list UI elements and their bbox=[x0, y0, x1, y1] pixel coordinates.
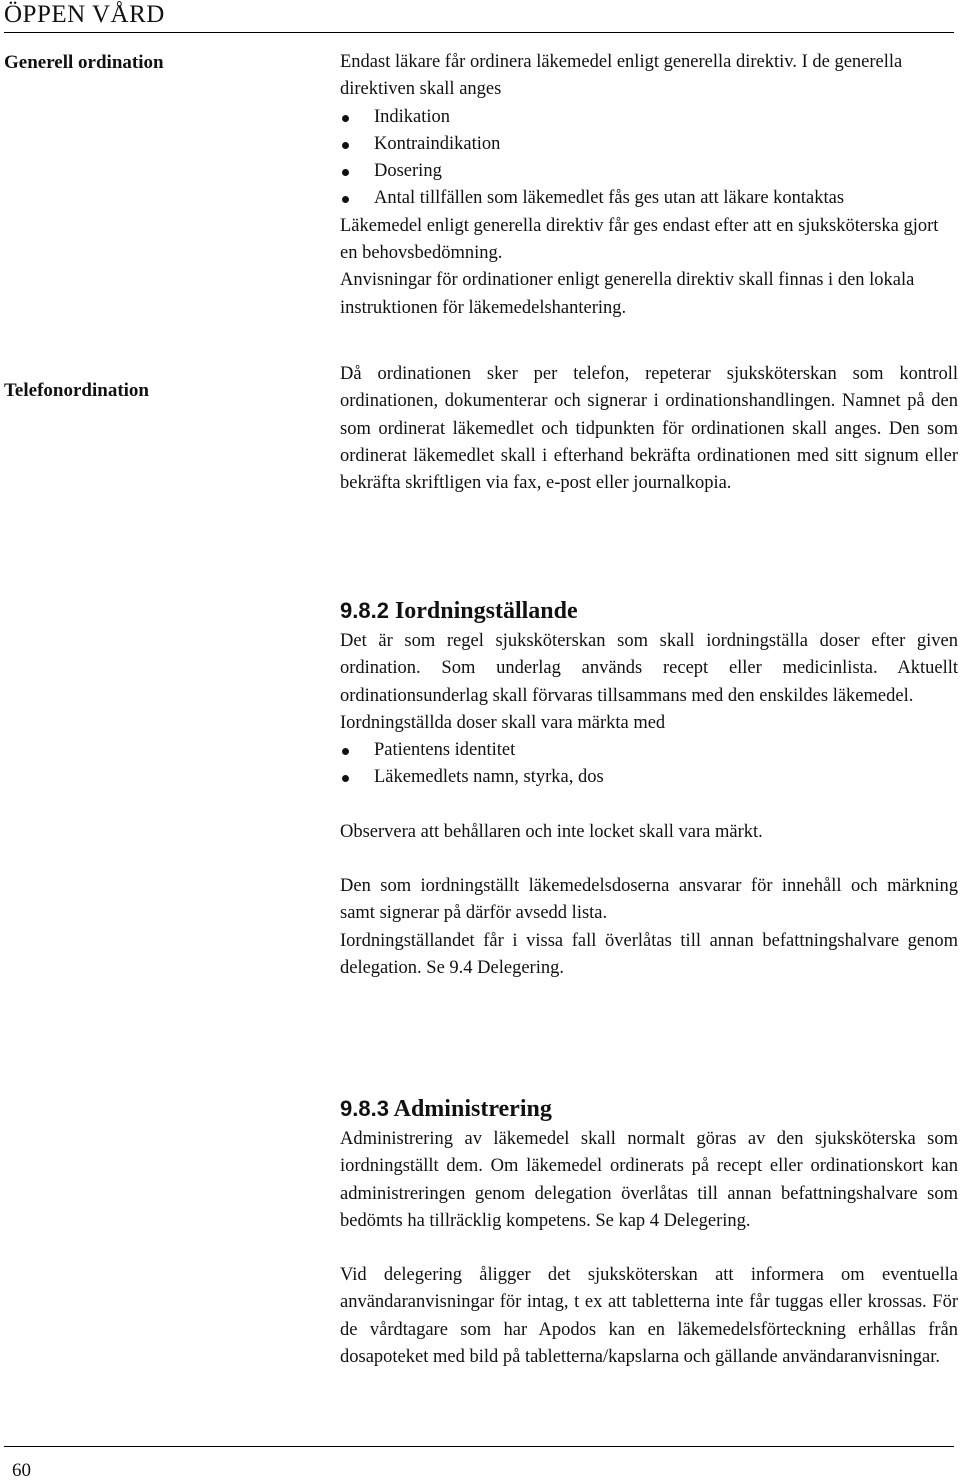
section-title: Iordningställande bbox=[394, 598, 578, 624]
iordning-paragraph-2: Iordningställda doser skall vara märkta med bbox=[340, 712, 666, 733]
iordning-paragraph-3: Observera att behållaren och inte locket skall vara märkt. bbox=[340, 821, 763, 842]
generell-paragraph-2: Läkemedel enligt generella direktiv får ges endast efter att en sjuksköterska gjort en behovsbedömning. bbox=[340, 215, 939, 264]
section-heading-admin bbox=[340, 1094, 958, 1124]
list-item: Patientens identitet bbox=[340, 737, 958, 764]
section-telefon-body bbox=[340, 361, 958, 497]
iordning-paragraph-4: Den som iordningställt läkemedelsdoserna ansvarar för innehåll och märkning samt signerar på därför avsedd lista. bbox=[340, 876, 958, 924]
page-header bbox=[4, 0, 954, 33]
admin-paragraph-1: Administrering av läkemedel skall normalt göras av den sjuksköterska som iordningställt dem. Om läkemedel ordinerats på recept eller ordinationskort kan administreringen genom delegation överlåtas till annan befattningshalvare som bedömts ha tillräcklig kompetens. Se kap 4 Delegering. bbox=[340, 1129, 958, 1231]
page-number: 60 bbox=[12, 1460, 31, 1481]
section-label-telefon: Telefonordination bbox=[4, 380, 149, 401]
iordning-paragraph-5: Iordningställandet får i vissa fall överlåtas till annan befattningshalvare genom delegation. Se 9.4 Delegering. bbox=[340, 930, 958, 978]
bullet-icon bbox=[342, 775, 349, 782]
section-admin bbox=[340, 1094, 958, 1371]
section-iordning bbox=[340, 596, 958, 982]
generell-paragraph-3: Anvisningar för ordinationer enligt generella direktiv skall finnas i den lokala instruktionen för läkemedelshantering. bbox=[340, 270, 915, 318]
section-title: Administrering bbox=[393, 1096, 552, 1122]
admin-paragraph-2: Vid delegering åligger det sjuksköterskan att informera om eventuella användaranvisningar för intag, t ex att tabletterna inte får tuggas eller krossas. För de vårdtagare som har Apodos kan en läkemedelsförteckning erhållas från dosapoteket med bild på tabletterna/kapslarna och gällande användaranvisningar. bbox=[340, 1265, 958, 1368]
iordning-paragraph-1: Det är som regel sjuksköterskan som skall iordningställa doser efter given ordination. Som underlag används recept eller medicinlista. Aktuellt ordinationsunderlag skall förvaras tillsammans med den enskildes läkemedel. bbox=[340, 631, 958, 706]
section-heading-iordning bbox=[340, 596, 958, 626]
list-item: Antal tillfällen som läkemedlet fås ges utan att läkare kontaktas bbox=[340, 185, 958, 212]
generell-paragraph-1: Endast läkare får ordinera läkemedel enligt generella direktiv. I de generella direktiven skall anges bbox=[340, 52, 903, 100]
bullet-icon bbox=[342, 748, 349, 755]
bullet-icon bbox=[342, 142, 349, 149]
list-item: Indikation bbox=[340, 104, 958, 131]
list-item: Dosering bbox=[340, 158, 958, 185]
section-number: 9.8.3 bbox=[340, 1096, 389, 1121]
list-item: Läkemedlets namn, styrka, dos bbox=[340, 764, 958, 791]
page-title: ÖPPEN VÅRD bbox=[4, 1, 165, 28]
footer-divider bbox=[4, 1446, 954, 1447]
generell-bullet-list bbox=[340, 104, 958, 213]
section-label-generell: Generell ordination bbox=[4, 52, 164, 73]
iordning-bullet-list bbox=[340, 737, 958, 792]
list-item: Kontraindikation bbox=[340, 131, 958, 158]
section-generell-body bbox=[340, 49, 958, 322]
section-number: 9.8.2 bbox=[340, 598, 389, 623]
bullet-icon bbox=[342, 115, 349, 122]
bullet-icon bbox=[342, 196, 349, 203]
bullet-icon bbox=[342, 169, 349, 176]
telefon-paragraph-1: Då ordinationen sker per telefon, repeterar sjuksköterskan som kontroll ordinationen, dokumenterar och signerar i ordinationshandlingen. Namnet på den som ordinerat läkemedlet och tidpunkten för ordinationen skall anges. Den som ordinerat läkemedlet skall i efterhand bekräfta ordinationen med sitt signum eller bekräfta skriftligen via fax, e-post eller journalkopia. bbox=[340, 364, 958, 494]
